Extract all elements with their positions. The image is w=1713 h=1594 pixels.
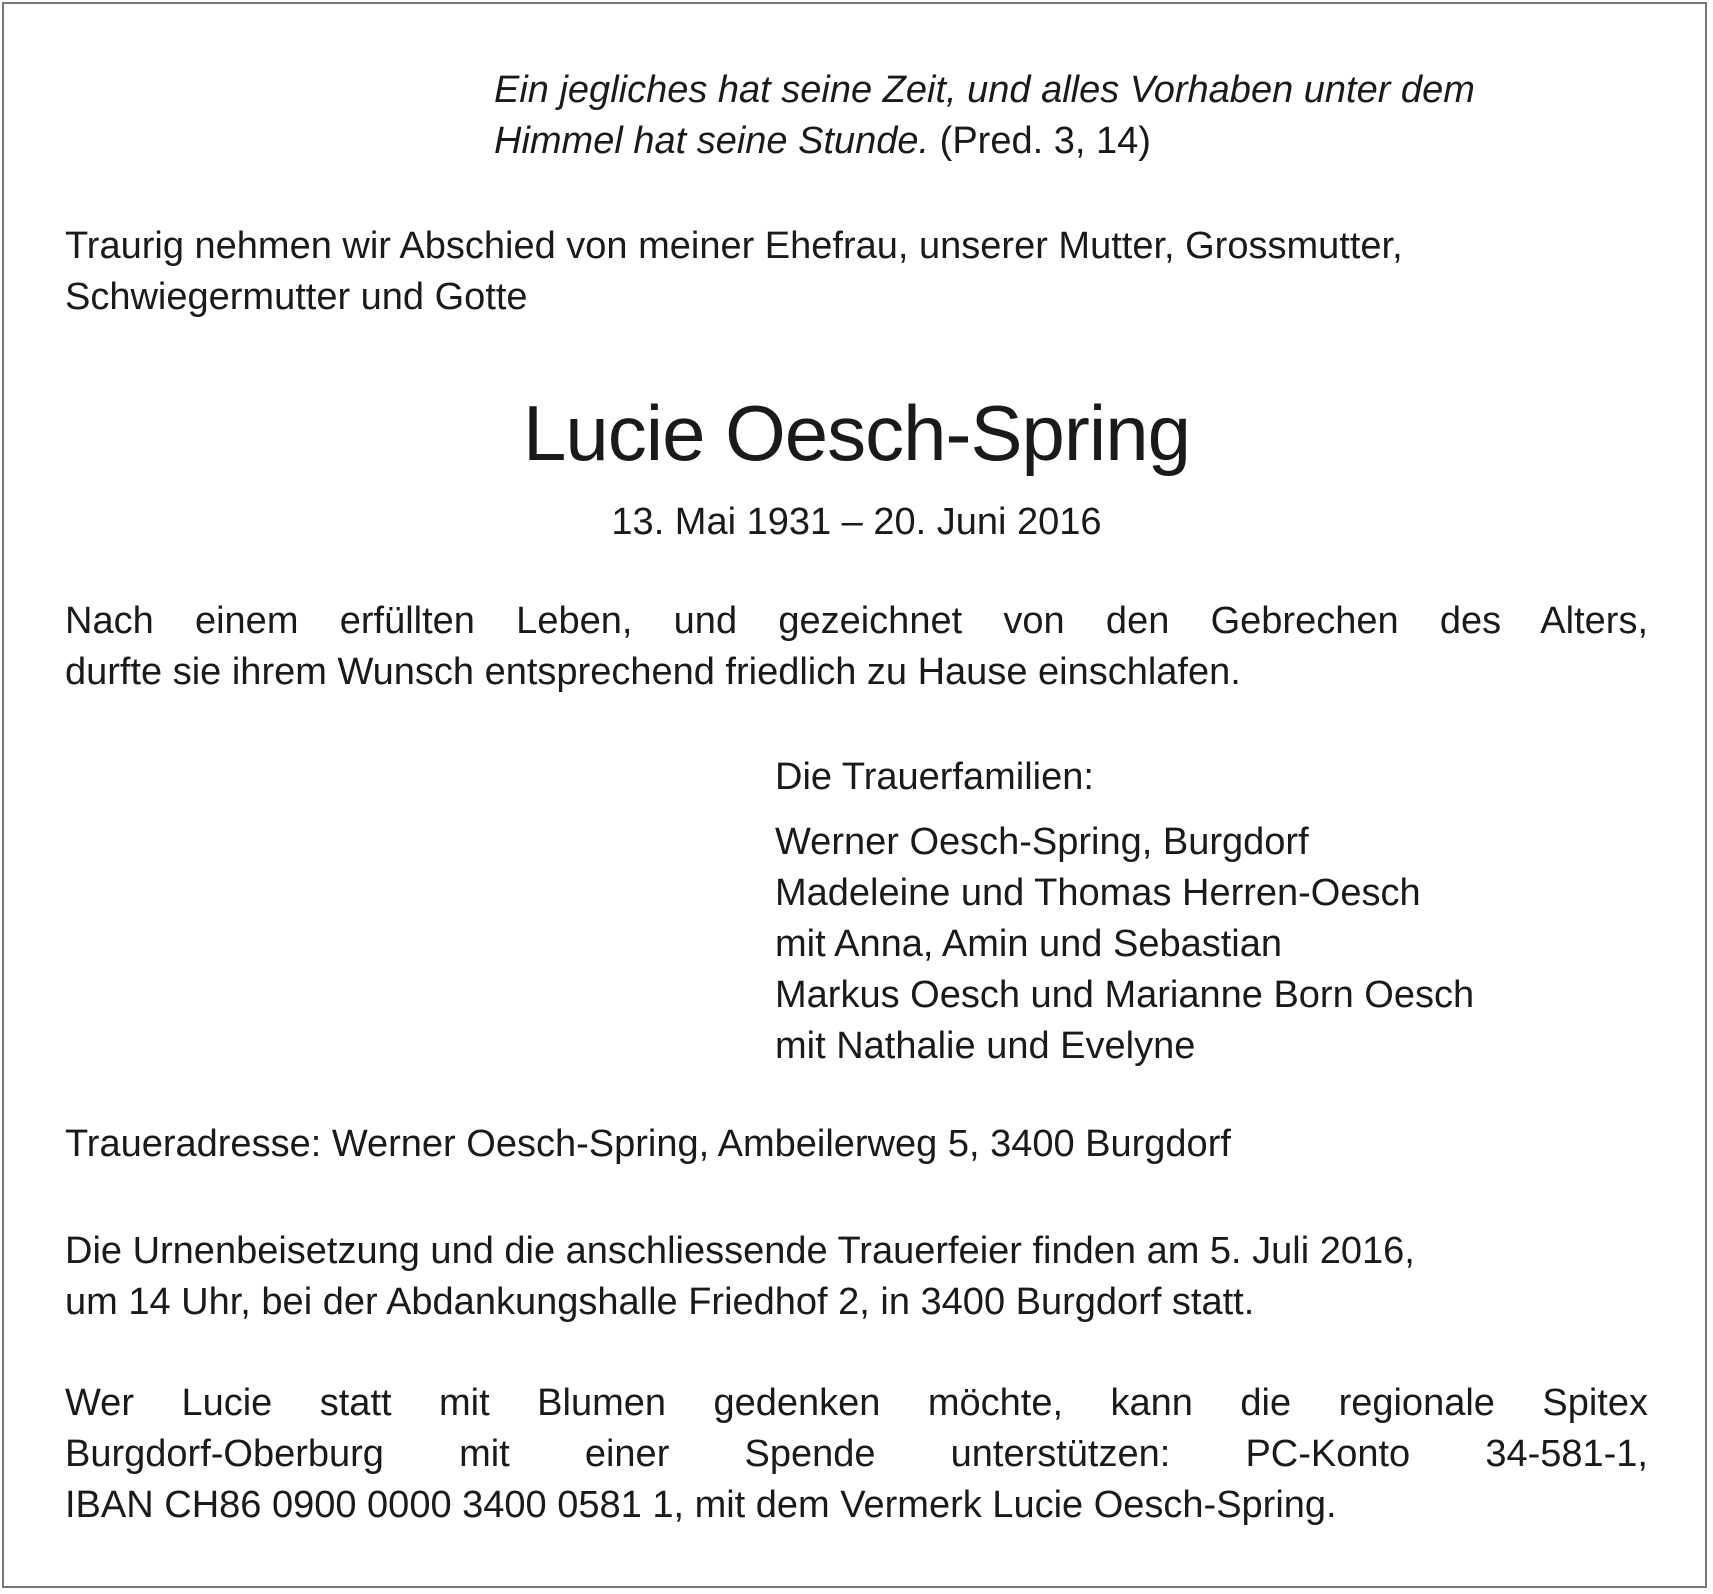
ceremony-info — [65, 1226, 1665, 1328]
family-member: Werner Oesch-Spring, Burgdorf — [775, 821, 1309, 863]
life-dates: 13. Mai 1931 – 20. Juni 2016 — [611, 501, 1102, 543]
family-member: Madeleine und Thomas Herren-Oesch — [775, 872, 1421, 914]
mourning-address: Traueradresse: Werner Oesch-Spring, Ambeilerweg 5, 3400 Burgdorf — [65, 1123, 1231, 1165]
quote-line-2: Himmel hat seine Stunde. (Pred. 3, 14) — [494, 120, 1151, 162]
family-member: Markus Oesch und Marianne Born Oesch — [775, 974, 1475, 1016]
ceremony-line-2: um 14 Uhr, bei der Abdankungshalle Friedhof 2, in 3400 Burgdorf statt. — [65, 1281, 1255, 1323]
lead-paragraph — [65, 596, 1648, 698]
donation-line-3: IBAN CH86 0900 0000 3400 0581 1, mit dem Vermerk Lucie Oesch-Spring. — [65, 1484, 1337, 1526]
quote-reference: (Pred. 3, 14) — [939, 120, 1151, 162]
family-member: mit Nathalie und Evelyne — [775, 1025, 1196, 1067]
intro-line-2: Schwiegermutter und Gotte — [65, 276, 528, 318]
deceased-name: Lucie Oesch-Spring — [522, 389, 1190, 477]
intro-text — [65, 221, 1665, 323]
lead-line-1: Nach einem erfüllten Leben, und gezeichnet von den Gebrechen des Alters, — [65, 600, 1648, 642]
family-member: mit Anna, Amin und Sebastian — [775, 923, 1282, 965]
quote-line-1: Ein jegliches hat seine Zeit, und alles Vorhaben unter dem — [494, 69, 1475, 111]
intro-line-1: Traurig nehmen wir Abschied von meiner Ehefrau, unserer Mutter, Grossmutter, — [65, 225, 1403, 267]
donation-line-2: Burgdorf-Oberburg mit einer Spende unterstützen: PC-Konto 34-581-1, — [65, 1433, 1648, 1475]
donation-line-1: Wer Lucie statt mit Blumen gedenken möchte, kann die regionale Spitex — [65, 1382, 1648, 1424]
mourning-families — [775, 752, 1675, 1072]
donation-info — [65, 1378, 1648, 1531]
bible-quote — [494, 65, 1674, 167]
ceremony-line-1: Die Urnenbeisetzung und die anschliessende Trauerfeier finden am 5. Juli 2016, — [65, 1230, 1415, 1272]
families-heading: Die Trauerfamilien: — [775, 756, 1094, 798]
lead-line-2: durfte sie ihrem Wunsch entsprechend friedlich zu Hause einschlafen. — [65, 651, 1241, 693]
